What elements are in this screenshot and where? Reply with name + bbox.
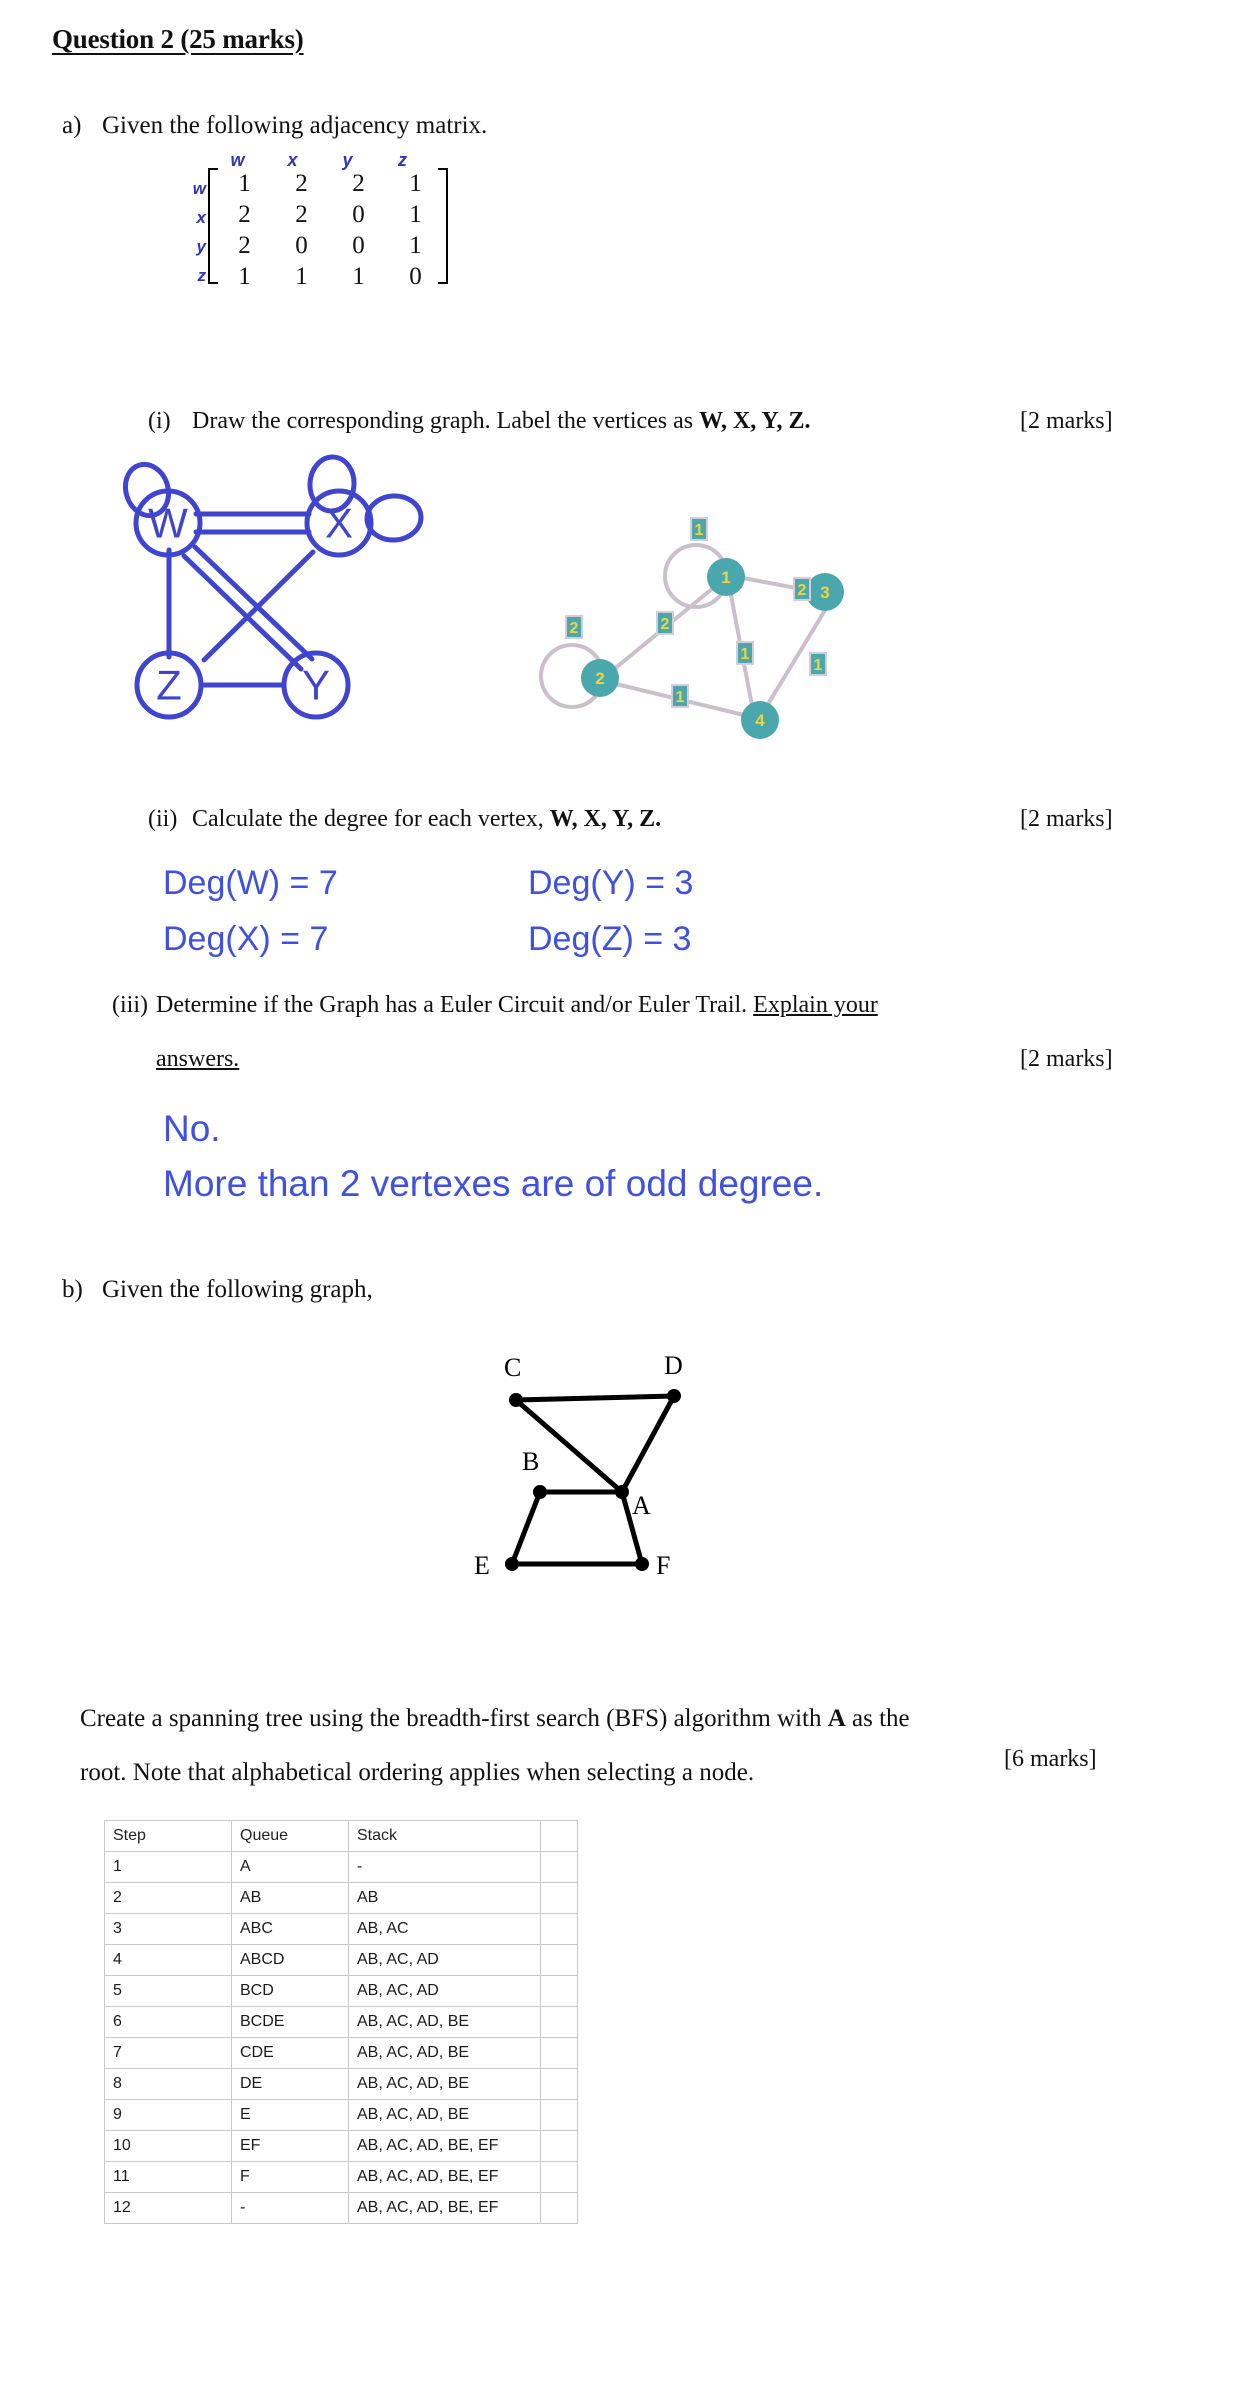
teal-node-label-1: 1 [721,568,731,587]
bfs-header-stack: Stack [349,1821,541,1852]
matrix-col-label-w: w [230,150,245,170]
bfs-cell-queue: A [232,1852,349,1883]
matrix-col-label-z: z [398,150,407,170]
bfs-cell-pad [541,1852,578,1883]
marks-i: [2 marks] [1020,408,1113,434]
bfs-cell-queue: CDE [232,2038,349,2069]
bfs-cell-pad [541,2007,578,2038]
bfs-cell-step: 7 [105,2038,232,2069]
table-row [105,1976,578,2007]
sub-item-ii-vertices: W, X, Y, Z. [549,806,662,832]
bfs-cell-queue: - [232,2193,349,2224]
bfs-cell-queue: EF [232,2131,349,2162]
matrix-cell: 2 [295,200,308,228]
sub-item-iii-text: Determine if the Graph has a Euler Circuit and/or Euler Trail. [156,992,754,1018]
sub-item-iii-underline-1: Explain your [753,992,878,1018]
bfs-cell-stack: AB, AC, AD, BE, EF [349,2193,541,2224]
marks-iii: [2 marks] [1020,1046,1113,1072]
bfs-cell-stack: AB, AC, AD, BE, EF [349,2131,541,2162]
sub-item-iii [112,992,1032,1019]
teal-edge-weight: 2 [660,616,670,633]
bfs-cell-stack: AB, AC, AD [349,1976,541,2007]
matrix-cell: 1 [352,262,365,290]
bfs-header-queue: Queue [232,1821,349,1852]
bfs-cell-stack: AB, AC, AD [349,1945,541,1976]
table-row [105,2131,578,2162]
sub-item-i [148,408,811,435]
bfs-cell-stack: AB [349,1883,541,1914]
bfs-cell-queue: BCDE [232,2007,349,2038]
matrix-row-label-w: w [192,179,206,198]
sub-item-iii-underline-2: answers. [156,1046,240,1072]
matrix-values [216,168,444,292]
graph-node-label-x: X [324,499,354,547]
bfs-cell-stack: - [349,1852,541,1883]
matrix-row [216,230,444,261]
page-title: Question 2 (25 marks) [52,24,304,54]
matrix-row [216,199,444,230]
matrix-row-label-z: z [197,266,206,285]
node-label-b: B [522,1447,540,1476]
sub-item-i-roman: (i) [148,408,171,434]
bfs-cell-step: 11 [105,2162,232,2193]
part-b-graph [440,1352,740,1607]
bfs-cell-queue: ABCD [232,1945,349,1976]
bfs-cell-stack: AB, AC, AD, BE [349,2007,541,2038]
bfs-cell-pad [541,1945,578,1976]
bfs-header-step: Step [105,1821,232,1852]
part-a-text: Given the following adjacency matrix. [102,112,488,139]
marks-ii: [2 marks] [1020,806,1113,832]
table-row [105,1852,578,1883]
graph-node-label-z: Z [156,661,182,709]
marks-b: [6 marks] [1004,1746,1097,1772]
bfs-header-pad [541,1821,578,1852]
matrix-cell: 1 [409,169,422,197]
bfs-cell-stack: AB, AC, AD, BE, EF [349,2162,541,2193]
bfs-cell-pad [541,2069,578,2100]
table-row [105,1914,578,1945]
sub-item-i-vertices: W, X, Y, Z. [699,408,811,434]
matrix-cell: 0 [352,200,365,228]
answer-deg-w: Deg(W) = 7 [163,864,338,902]
part-b-label: b) [62,1276,83,1303]
hand-drawn-graph-wxyz [96,452,426,757]
matrix-row-label-y: y [196,237,206,256]
matrix-cell: 0 [295,231,308,259]
sub-item-ii-text: Calculate the degree for each vertex, [192,806,550,832]
bfs-cell-step: 10 [105,2131,232,2162]
teal-node-label-4: 4 [755,711,765,730]
bfs-cell-stack: AB, AC, AD, BE [349,2038,541,2069]
node-label-d: D [664,1351,683,1380]
bfs-cell-pad [541,2100,578,2131]
teal-node-label-2: 2 [595,669,605,688]
node-b [533,1485,547,1499]
teal-edge-weight: 1 [675,689,685,706]
bfs-cell-step: 1 [105,1852,232,1883]
bfs-cell-pad [541,1914,578,1945]
bfs-prompt-root: A [827,1705,846,1732]
matrix-row [216,168,444,199]
bfs-prompt-text-1-end: as the [845,1705,910,1732]
matrix-row-labels [186,174,206,290]
node-a [615,1485,629,1499]
node-f [635,1557,649,1571]
matrix-col-label-x: x [287,150,298,170]
bfs-cell-stack: AB, AC, AD, BE [349,2069,541,2100]
part-b-text: Given the following graph, [102,1276,373,1303]
bfs-prompt-line1 [80,1692,1160,1746]
matrix-row-label-x: x [196,208,206,227]
answer-deg-x: Deg(X) = 7 [163,920,329,958]
node-label-e: E [474,1551,490,1580]
part-b-line [62,1276,373,1304]
node-d [667,1389,681,1403]
answer-euler-line1: No. [163,1108,221,1149]
bfs-cell-step: 3 [105,1914,232,1945]
bfs-cell-queue: BCD [232,1976,349,2007]
bfs-prompt-text-1: Create a spanning tree using the breadth-first search (BFS) algorithm with [80,1705,828,1732]
bfs-cell-pad [541,1883,578,1914]
teal-edge-weight: 2 [797,582,807,599]
bfs-cell-pad [541,1976,578,2007]
node-label-c: C [504,1353,522,1382]
matrix-cell: 0 [352,231,365,259]
bfs-cell-pad [541,2193,578,2224]
table-row [105,2100,578,2131]
teal-node-label-3: 3 [820,583,830,602]
teal-edge-weight: 1 [694,522,704,539]
matrix-cell: 2 [238,200,251,228]
bfs-cell-queue: E [232,2100,349,2131]
bfs-cell-step: 8 [105,2069,232,2100]
matrix-cell: 1 [238,262,251,290]
bfs-cell-pad [541,2162,578,2193]
node-label-f: F [656,1551,671,1580]
bfs-cell-stack: AB, AC, AD, BE [349,2100,541,2131]
table-row [105,2193,578,2224]
teal-edge-weight: 2 [569,620,579,637]
matrix-cell: 2 [295,169,308,197]
bfs-cell-queue: AB [232,1883,349,1914]
graph-node-label-w: W [148,499,188,547]
table-row [105,2162,578,2193]
table-row [105,2007,578,2038]
graph-node-label-y: Y [301,661,331,709]
sub-item-ii [148,806,661,833]
node-e [505,1557,519,1571]
matrix-cell: 0 [409,262,422,290]
bfs-table [104,1820,578,2224]
bfs-cell-step: 6 [105,2007,232,2038]
bfs-prompt-line2: root. Note that alphabetical ordering applies when selecting a node. [80,1759,755,1786]
table-row [105,2069,578,2100]
node-label-a: A [632,1491,651,1520]
table-row [105,1945,578,1976]
bfs-cell-queue: F [232,2162,349,2193]
bfs-cell-pad [541,2038,578,2069]
bfs-cell-stack: AB, AC [349,1914,541,1945]
answer-euler-line2: More than 2 vertexes are of odd degree. [163,1163,824,1204]
answer-deg-y: Deg(Y) = 3 [528,864,694,902]
bfs-cell-step: 4 [105,1945,232,1976]
matrix-cell: 1 [409,231,422,259]
matrix-row [216,261,444,292]
part-a-line [62,112,487,140]
bfs-cell-step: 12 [105,2193,232,2224]
adjacency-matrix [186,150,466,290]
bfs-cell-queue: DE [232,2069,349,2100]
bfs-cell-step: 2 [105,1883,232,1914]
weighted-reference-graph [500,480,840,730]
teal-edge-weight: 1 [813,657,823,674]
bfs-cell-step: 9 [105,2100,232,2131]
matrix-cell: 2 [352,169,365,197]
bfs-cell-step: 5 [105,1976,232,2007]
part-a-label: a) [62,112,82,139]
matrix-cell: 2 [238,231,251,259]
matrix-cell: 1 [409,200,422,228]
sub-item-ii-roman: (ii) [148,806,178,832]
matrix-cell: 1 [238,169,251,197]
bfs-cell-pad [541,2131,578,2162]
sub-item-iii-roman: (iii) [112,992,148,1018]
bfs-table-header-row [105,1821,578,1852]
answer-deg-z: Deg(Z) = 3 [528,920,692,958]
teal-edge-weight: 1 [740,646,750,663]
table-row [105,1883,578,1914]
matrix-col-label-y: y [342,150,353,170]
matrix-cell: 1 [295,262,308,290]
node-c [509,1393,523,1407]
table-row [105,2038,578,2069]
bfs-cell-queue: ABC [232,1914,349,1945]
sub-item-i-text: Draw the corresponding graph. Label the vertices as [192,408,700,434]
